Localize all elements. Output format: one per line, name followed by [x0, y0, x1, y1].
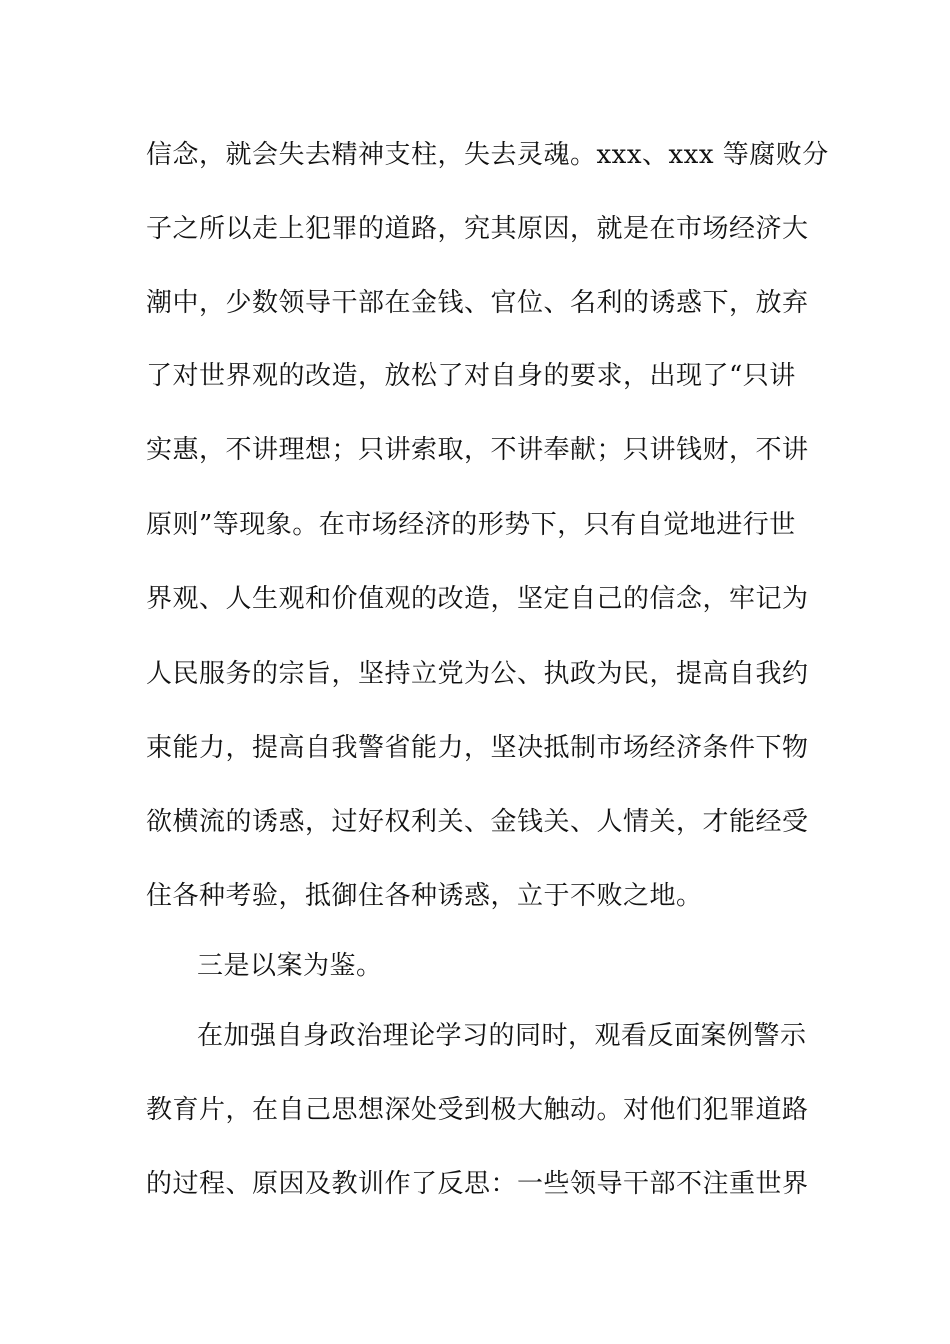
paragraph-first-line: 在加强自身政治理论学习的同时，观看反面案例警示	[197, 1021, 807, 1051]
text-line: 的过程、原因及教训作了反思：一些领导干部不注重世界	[146, 1169, 809, 1199]
text-line: 潮中，少数领导干部在金钱、官位、名利的诱惑下，放弃	[146, 288, 809, 318]
text-line: 界观、人生观和价值观的改造，坚定自己的信念，牢记为	[146, 584, 809, 614]
text-line: 信念，就会失去精神支柱，失去灵魂。xxx、xxx 等腐败分	[146, 140, 829, 170]
text-line: 子之所以走上犯罪的道路，究其原因，就是在市场经济大	[146, 214, 809, 244]
text-line: 束能力，提高自我警省能力，坚决抵制市场经济条件下物	[146, 733, 809, 763]
text-line: 了对世界观的改造，放松了对自身的要求，出现了“只讲	[146, 361, 796, 391]
text-line: 住各种考验，抵御住各种诱惑，立于不败之地。	[146, 881, 703, 911]
text-line: 原则”等现象。在市场经济的形势下，只有自觉地进行世	[146, 510, 796, 540]
text-line: 实惠，不讲理想；只讲索取，不讲奉献；只讲钱财，不讲	[146, 435, 809, 465]
text-line: 人民服务的宗旨，坚持立党为公、执政为民，提高自我约	[146, 659, 809, 689]
text-line: 教育片，在自己思想深处受到极大触动。对他们犯罪道路	[146, 1095, 809, 1125]
text-line: 欲横流的诱惑，过好权利关、金钱关、人情关，才能经受	[146, 807, 809, 837]
section-heading: 三是以案为鉴。	[197, 951, 383, 981]
